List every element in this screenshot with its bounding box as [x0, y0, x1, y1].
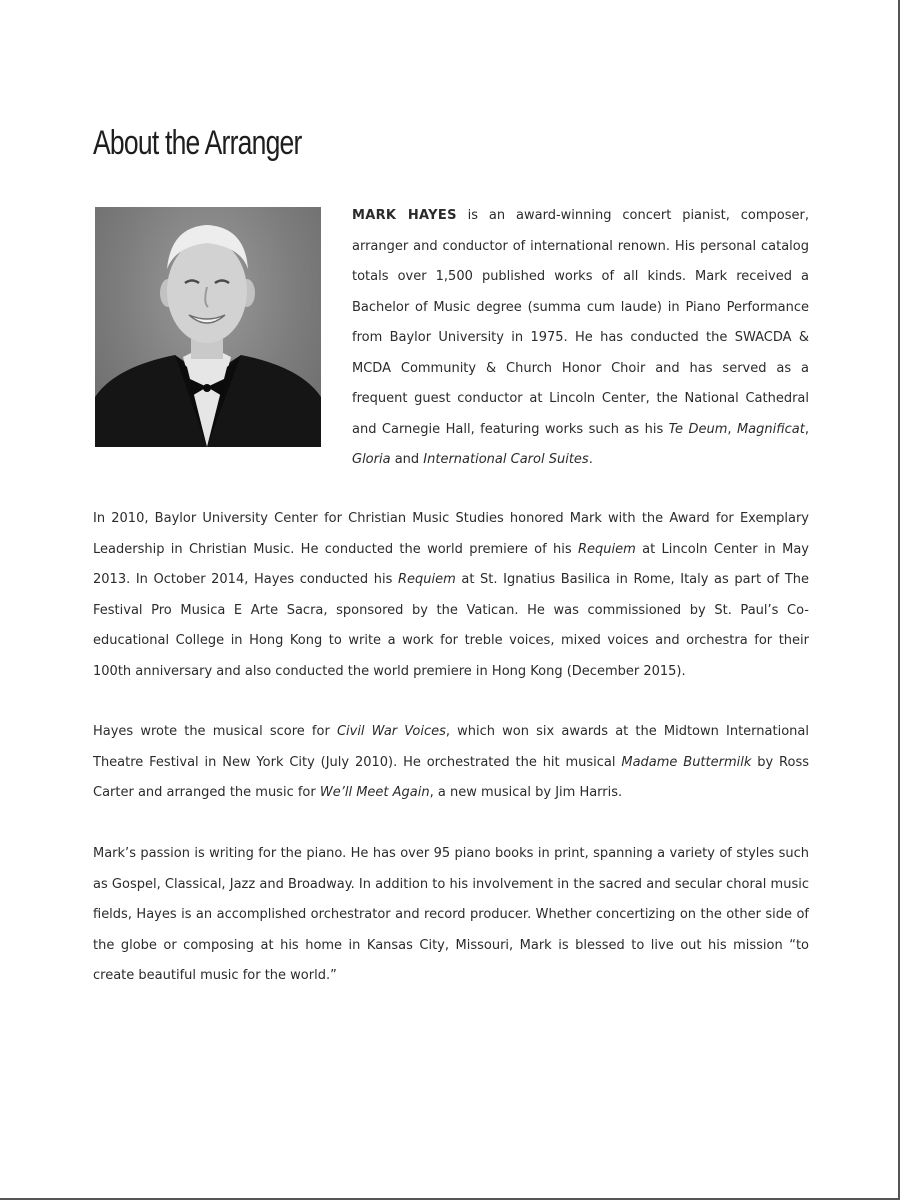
- paragraph-text: , which won six awards at the Midtown International Theatre Festival in New York City (July 2010). He orchestrated the hit musical: [93, 724, 809, 770]
- paragraph-text: at Lincoln Center in May 2013. In October 2014, Hayes conducted his: [93, 541, 809, 587]
- musicals-paragraph: [93, 717, 809, 809]
- work-title: Gloria: [352, 452, 391, 467]
- work-title: Requiem: [397, 572, 456, 587]
- separator: ,: [727, 421, 737, 437]
- work-title: Civil War Voices: [336, 724, 446, 739]
- separator: and: [390, 452, 424, 467]
- separator: ,: [804, 421, 809, 437]
- work-title: Requiem: [577, 541, 636, 557]
- paragraph-text: Hayes wrote the musical score for: [93, 724, 337, 739]
- intro-text: is an award-winning concert pianist, composer, arranger and conductor of international renown. His personal catalog totals over 1,500 published works of all kinds. Mark received a Bachelor of Music degree (summa cum laude) in Piano Performance from Baylor University in 1975. He has conducted the SWACDA & MCDA Community & Church Honor Choir and has served as a frequent guest conductor at Lincoln Center, the National Cathedral and Carnegie Hall, featuring works such as his: [352, 208, 809, 437]
- work-title: Madame Buttermilk: [621, 754, 752, 770]
- paragraph-text: In 2010, Baylor University Center for Christian Music Studies honored Mark with the Award for Exemplary Leadership in Christian Music. He conducted the world premiere of his: [93, 511, 809, 557]
- work-title: We’ll Meet Again: [319, 785, 430, 800]
- page-title: About the Arranger: [93, 124, 302, 162]
- work-title: Te Deum: [668, 421, 728, 437]
- sentence-end: .: [588, 452, 593, 467]
- arranger-name: MARK HAYES: [352, 208, 457, 223]
- paragraph-text: , a new musical by Jim Harris.: [429, 785, 623, 800]
- paragraph-text: by Ross Carter and arranged the music for: [93, 754, 809, 800]
- portrait-illustration: [95, 207, 321, 447]
- awards-paragraph: [93, 504, 809, 687]
- work-title: Magnificat: [736, 421, 805, 437]
- intro-paragraph: [352, 201, 809, 476]
- work-title: International Carol Suites: [423, 452, 589, 467]
- passion-paragraph: Mark’s passion is writing for the piano. He has over 95 piano books in print, spanning a variety of styles such as Gospel, Classical, Jazz and Broadway. In addition to his involvement in the sacred and secular choral music fields, Hayes is an accomplished orchestrator and record producer. Whether concertizing on the other side of the globe or composing at his home in Kansas City, Missouri, Mark is blessed to live out his mission “to create beautiful music for the world.”: [93, 846, 809, 983]
- paragraph-text: at St. Ignatius Basilica in Rome, Italy as part of The Festival Pro Musica E Arte Sacra, sponsored by the Vatican. He was commissioned by St. Paul’s Co-educational College in Hong Kong to write a work for treble voices, mixed voices and orchestra for their 100th anniversary and also conducted the world premiere in Hong Kong (December 2015).: [93, 572, 809, 679]
- arranger-portrait: [95, 207, 321, 447]
